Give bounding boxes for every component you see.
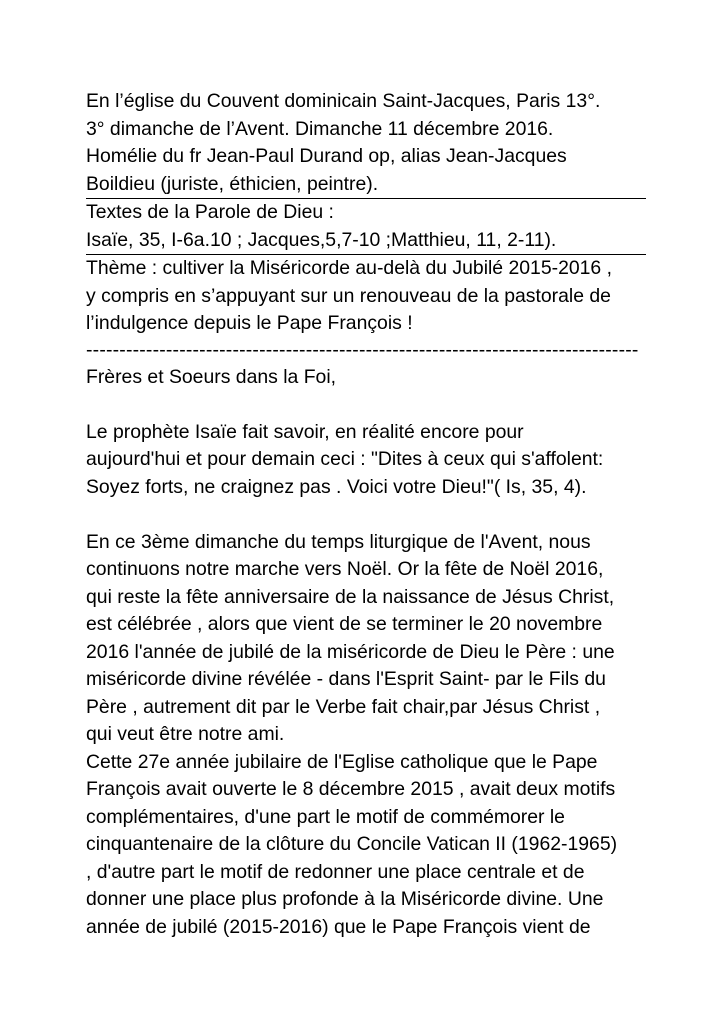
header-line: Boildieu (juriste, éthicien, peintre).: [86, 172, 379, 195]
theme-line: Thème : cultiver la Miséricorde au-delà du Jubilé 2015-2016 ,: [86, 257, 612, 279]
paragraph-line: est célébrée , alors que vient de se terminer le 20 novembre: [86, 613, 603, 635]
header-line: 3° dimanche de l’Avent. Dimanche 11 décembre 2016.: [86, 117, 554, 140]
paragraph-1: [86, 419, 646, 502]
paragraph-gap: [86, 501, 646, 529]
paragraph-line: qui veut être notre ami.: [86, 723, 285, 745]
theme-block: [86, 255, 646, 338]
paragraph-line: aujourd'hui et pour demain ceci : "Dites à ceux qui s'affolent:: [86, 448, 604, 470]
paragraph-2: [86, 529, 646, 942]
paragraph-line: Cette 27e année jubilaire de l'Eglise catholique que le Pape: [86, 750, 598, 773]
paragraph-line: qui reste la fête anniversaire de la naissance de Jésus Christ,: [86, 585, 615, 608]
header-block: [86, 88, 646, 199]
paragraph-line: En ce 3ème dimanche du temps liturgique de l'Avent, nous: [86, 530, 591, 553]
readings-block: [86, 199, 646, 255]
header-line: En l’église du Couvent dominicain Saint-Jacques, Paris 13°.: [86, 90, 601, 112]
document-page: [86, 88, 646, 941]
paragraph-line: Père , autrement dit par le Verbe fait chair,par Jésus Christ ,: [86, 695, 601, 718]
paragraph-line: continuons notre marche vers Noël. Or la fête de Noël 2016,: [86, 558, 604, 580]
readings-line: Isaïe, 35, I-6a.10 ; Jacques,5,7-10 ;Matthieu, 11, 2-11).: [86, 228, 557, 251]
paragraph-line: Le prophète Isaïe fait savoir, en réalité encore pour: [86, 420, 524, 443]
paragraph-line: année de jubilé (2015-2016) que le Pape François vient de: [86, 915, 591, 938]
paragraph-line: François avait ouverte le 8 décembre 2015 , avait deux motifs: [86, 778, 616, 800]
dashed-separator: -----------------------------------------------------------------------------------: [86, 339, 639, 360]
greeting: Frères et Soeurs dans la Foi,: [86, 365, 337, 388]
theme-line: y compris en s’appuyant sur un renouveau de la pastorale de: [86, 284, 611, 307]
paragraph-line: complémentaires, d'une part le motif de commémorer le: [86, 805, 565, 828]
paragraph-line: donner une place plus profonde à la Miséricorde divine. Une: [86, 888, 604, 910]
paragraph-line: , d'autre part le motif de redonner une place centrale et de: [86, 860, 585, 883]
header-line: Homélie du fr Jean-Paul Durand op, alias Jean-Jacques: [86, 145, 567, 167]
theme-line: l’indulgence depuis le Pape François !: [86, 312, 413, 334]
readings-line: Textes de la Parole de Dieu :: [86, 201, 334, 223]
paragraph-gap: [86, 391, 646, 419]
paragraph-line: 2016 l'année de jubilé de la miséricorde de Dieu le Père : une: [86, 640, 615, 663]
paragraph-line: Soyez forts, ne craignez pas . Voici votre Dieu!"( Is, 35, 4).: [86, 475, 587, 498]
paragraph-line: miséricorde divine révélée - dans l'Esprit Saint- par le Fils du: [86, 668, 606, 690]
paragraph-line: cinquantenaire de la clôture du Concile Vatican II (1962-1965): [86, 833, 618, 855]
